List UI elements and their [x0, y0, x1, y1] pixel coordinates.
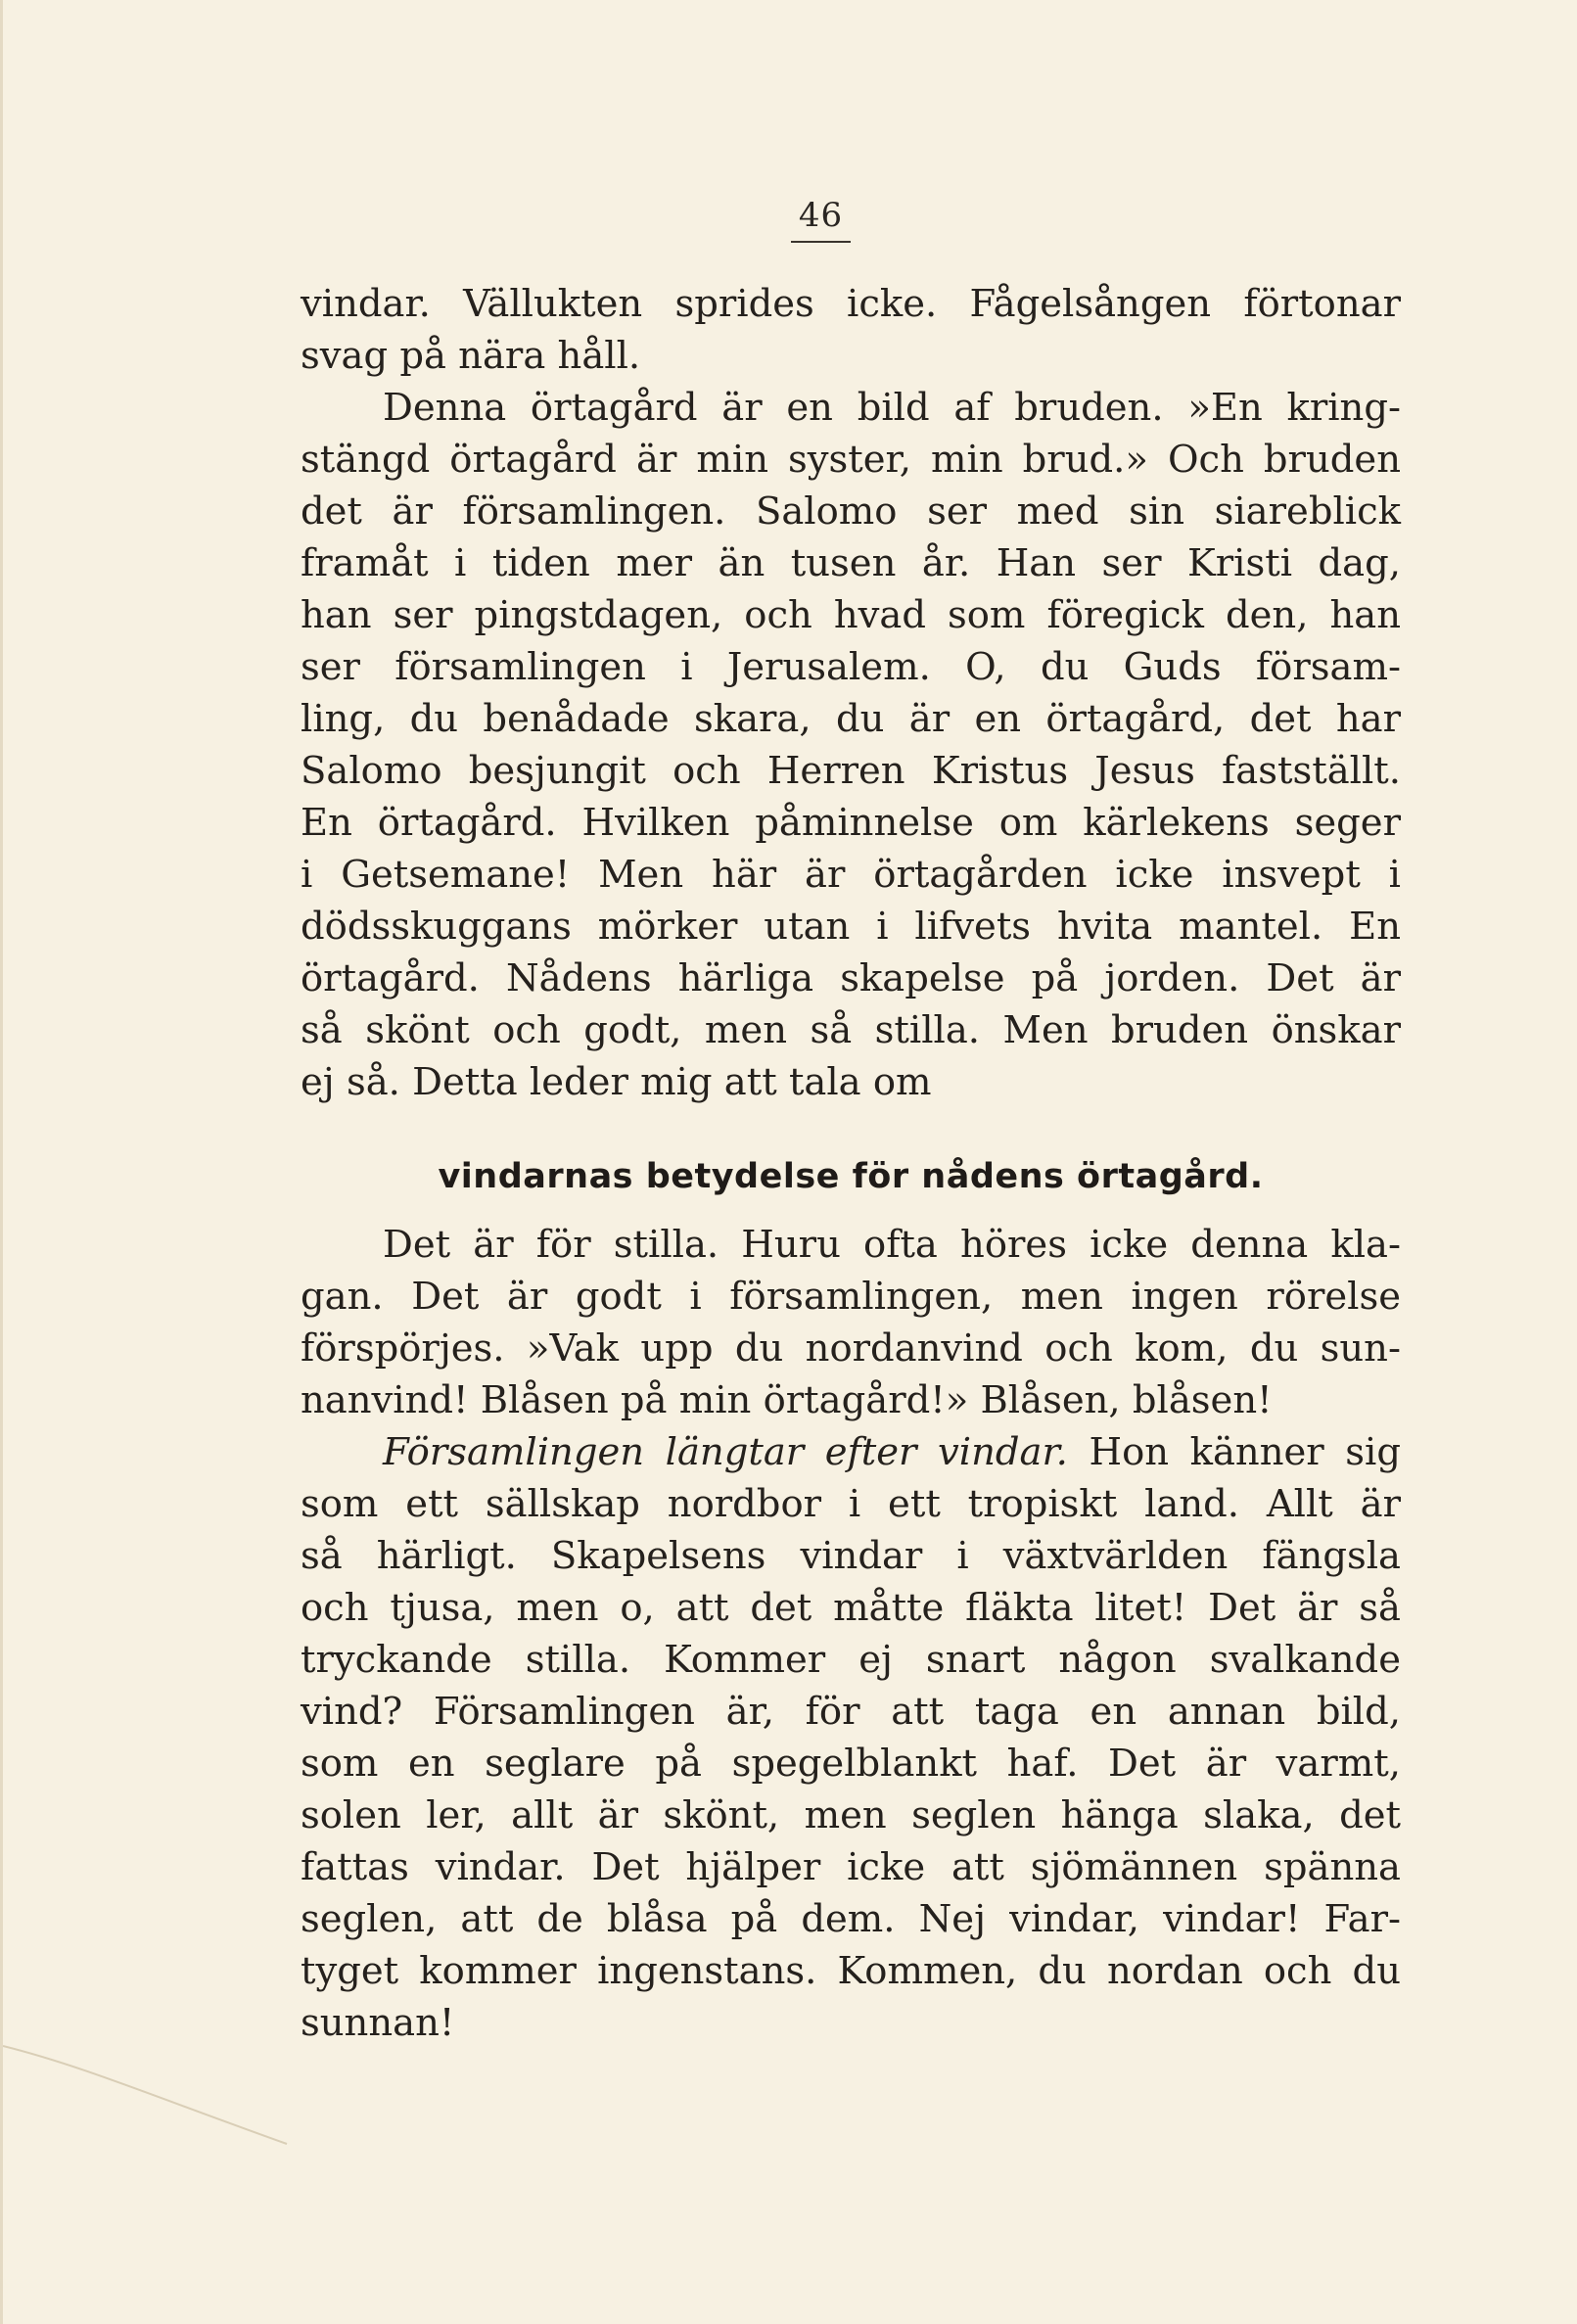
text-line: Det är för stilla. Huru ofta höres icke denna kla-	[383, 1223, 1401, 1267]
body-text	[301, 278, 1401, 2049]
text-line: så härligt. Skapelsens vindar i växtvärlden fängsla	[301, 1534, 1401, 1578]
text-line: som ett sällskap nordbor i ett tropiskt land. Allt är	[301, 1482, 1401, 1526]
text-line: han ser pingstdagen, och hvad som föregick den, han	[301, 593, 1401, 637]
page-number-container	[3, 196, 1577, 243]
text-line: ser församlingen i Jerusalem. O, du Guds försam-	[301, 645, 1401, 689]
text-line: dödsskuggans mörker utan i lifvets hvita mantel. En	[301, 905, 1401, 949]
text-line: sunnan!	[301, 2001, 455, 2045]
text-fragment: Hon känner sig	[1067, 1430, 1402, 1474]
italic-phrase: Församlingen längtar efter vindar.	[383, 1430, 1068, 1474]
text-line: och tjusa, men o, att det måtte fläkta litet! Det är så	[301, 1586, 1401, 1630]
text-line: framåt i tiden mer än tusen år. Han ser Kristi dag,	[301, 541, 1401, 585]
text-line: ling, du benådade skara, du är en örtagård, det har	[301, 697, 1401, 741]
text-line: det är församlingen. Salomo ser med sin siareblick	[301, 489, 1401, 534]
page-number: 46	[791, 196, 851, 243]
text-line: nanvind! Blåsen på min örtagård!» Blåsen, blåsen!	[301, 1378, 1273, 1422]
text-line: så skönt och godt, men så stilla. Men bruden önskar	[301, 1008, 1401, 1052]
text-line: stängd örtagård är min syster, min brud.» Och bruden	[301, 438, 1401, 482]
text-line: förspörjes. »Vak upp du nordanvind och kom, du sun-	[301, 1326, 1401, 1371]
text-line: gan. Det är godt i församlingen, men ingen rörelse	[301, 1275, 1401, 1319]
text-line: ej så. Detta leder mig att tala om	[301, 1060, 932, 1104]
text-line: vind? Församlingen är, för att taga en annan bild,	[301, 1690, 1401, 1734]
text-line: svag på nära håll.	[301, 334, 641, 378]
section-heading: vindarnas betydelse för nådens örtagård.	[438, 1157, 1264, 1196]
text-line: En örtagård. Hvilken påminnelse om kärlekens seger	[301, 801, 1401, 845]
text-line: solen ler, allt är skönt, men seglen hänga slaka, det	[301, 1793, 1401, 1837]
text-line: tyget kommer ingenstans. Kommen, du nordan och du	[301, 1949, 1401, 1993]
text-line: vindar. Vällukten sprides icke. Fågelsången förtonar	[301, 282, 1401, 326]
text-line: Denna örtagård är en bild af bruden. »En kring-	[383, 386, 1401, 430]
text-line: Salomo besjungit och Herren Kristus Jesus fastställt.	[301, 749, 1401, 793]
text-line: tryckande stilla. Kommer ej snart någon svalkande	[301, 1638, 1401, 1682]
text-line: seglen, att de blåsa på dem. Nej vindar, vindar! Far-	[301, 1897, 1401, 1941]
text-line: i Getsemane! Men här är örtagården icke insvept i	[301, 853, 1401, 897]
text-line: örtagård. Nådens härliga skapelse på jorden. Det är	[301, 956, 1401, 1000]
paper-crease-mark	[3, 2036, 297, 2154]
text-line: som en seglare på spegelblankt haf. Det är varmt,	[301, 1742, 1401, 1786]
text-line: fattas vindar. Det hjälper icke att sjömännen spänna	[301, 1845, 1401, 1889]
text-line	[301, 1426, 1401, 1478]
